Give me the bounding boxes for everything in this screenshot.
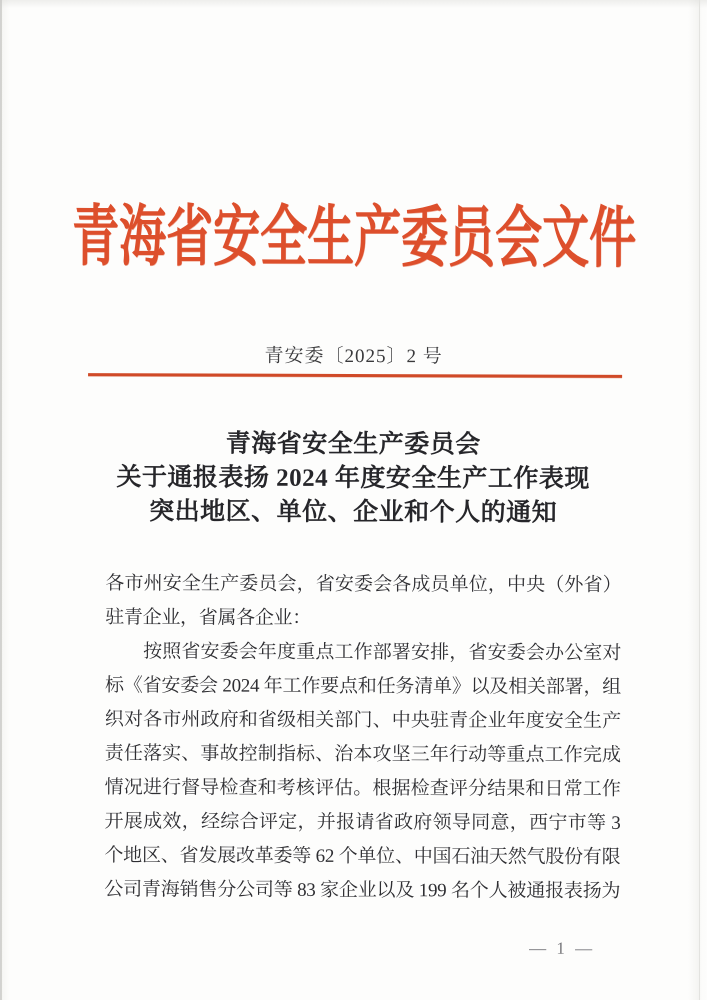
document-red-header-title: 青海省安全生产委员会文件 [71,200,637,277]
body-line-last: 公司青海销售分公司等 83 家企业以及 199 名个人被通报表扬为 [104,879,621,902]
document-number: 青安委〔2025〕2 号 [264,345,443,368]
body-line-salutation-2: 驻青企业，省属各企业： [105,607,311,629]
body-line-salutation-1: 各市州安全生产委员会，省安委会各成员单位，中央（外省） [105,573,622,596]
page-number: — 1 — [529,938,596,958]
body-line: 标《省安委会 2024 年工作要点和任务清单》以及相关部署，组 [104,675,622,698]
body-line: 织对各市州政府和省级相关部门、中央驻青企业年度安全生产 [104,709,621,732]
body-line: 个地区、省发展改革委等 62 个单位、中国石油天然气股份有限 [104,845,621,868]
document-title-line-1: 青海省安全生产委员会 [225,430,481,459]
document-body [104,567,621,909]
body-line-paragraph-start: 按照省安委会年度重点工作部署安排，省安委会办公室对 [143,641,622,664]
document-title-line-2: 关于通报表扬 2024 年度安全生产工作表现 [116,464,591,493]
document-title-line-3: 突出地区、单位、企业和个人的通知 [149,498,558,527]
red-separator-line [88,373,622,378]
body-line: 责任落实、事故控制指标、治本攻坚三年行动等重点工作完成 [104,743,621,766]
body-line: 开展成效，经综合评定，并报请省政府领导同意，西宁市等 3 [104,811,621,834]
body-line: 情况进行督导检查和考核评估。根据检查评分结果和日常工作 [104,777,621,800]
document-title [0,427,707,531]
